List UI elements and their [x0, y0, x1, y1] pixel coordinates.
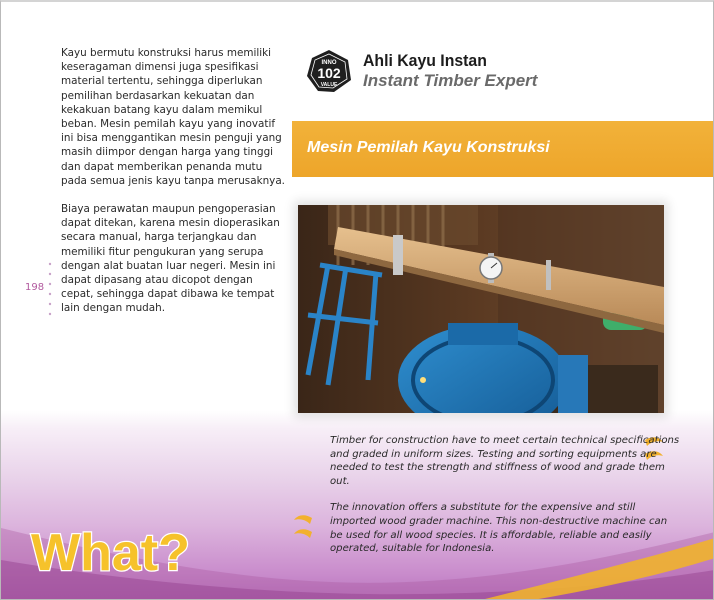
- badge-top-text: INNO: [321, 60, 337, 66]
- section-title: Mesin Pemilah Kayu Konstruksi: [307, 139, 550, 156]
- indonesian-paragraph-2: Biaya perawatan maupun pengoperasian dapat ditekan, karena mesin dioperasikan secara manual, harga terjangkau dan memiliki fitur pengukuran yang serupa dengan alat buatan luar negeri. Mesin ini dapat dipasang atau dicopot dengan cepat, sehingga dapat dibawa ke tempat lain dengan mudah.: [61, 203, 280, 315]
- page-subtitle: Instant Timber Expert: [363, 71, 538, 90]
- inno-badge-icon: [306, 49, 352, 93]
- page-title: Ahli Kayu Instan: [363, 51, 487, 70]
- indonesian-text-column: [61, 46, 286, 330]
- english-paragraph-1: Timber for construction have to meet certain technical specifications and graded in uniform sizes. Testing and sorting equipments are needed to test the strength and stiffness of wood and grade them out.: [330, 435, 680, 487]
- page-number-dots-icon: [47, 260, 53, 320]
- what-heading: [29, 504, 199, 584]
- english-paragraph-2: The innovation offers a substitute for the expensive and still imported wood grader machine. This non-destructive machine can be used for all wood species. It is affordable, reliable and easily operated, suitable for Indonesia.: [330, 502, 668, 555]
- timber-grader-machine-photo: [298, 205, 664, 413]
- what-label: What?: [31, 524, 190, 582]
- quote-mark-icon: [290, 512, 316, 546]
- badge-bottom-text: VALUE: [320, 82, 338, 88]
- badge-number: 102: [317, 65, 341, 81]
- page-number: 198: [25, 282, 45, 293]
- english-text-column: [330, 434, 682, 569]
- indonesian-paragraph-1: Kayu bermutu konstruksi harus memiliki keseragaman dimensi juga spesifikasi material tertentu, sehingga diperlukan pemilihan berdasarkan kekuatan dan kekakuan batang kayu dalam memikul beban. Mesin pemilah kayu yang inovatif ini bisa menggantikan mesin penguji yang masih diimpor dengan harga yang tinggi dan dapat memberikan penanda mutu pada semua jenis kayu tanpa merusaknya.: [61, 47, 285, 187]
